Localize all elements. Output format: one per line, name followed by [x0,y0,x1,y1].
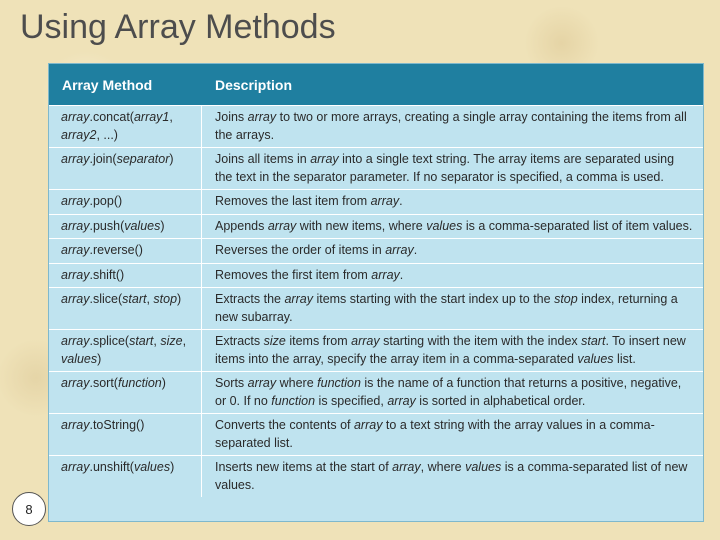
slide-title: Using Array Methods [20,8,336,46]
method-cell: array.shift() [49,264,202,288]
page-number-badge: 8 [12,492,46,526]
method-cell: array.reverse() [49,239,202,263]
method-cell: array.unshift(values) [49,456,202,497]
table-row [49,287,703,329]
table-body [49,105,703,497]
method-cell: array.sort(function) [49,372,202,413]
method-cell: array.pop() [49,190,202,214]
table-row [49,147,703,189]
description-cell: Removes the last item from array. [215,194,403,208]
description-cell: Joins all items in array into a single text string. The array items are separated using the text in the separator parameter. If no separator is specified, a comma is used. [215,152,675,184]
description-cell: Extracts size items from array starting with the item with the index start. To insert new items into the array, specify the array item in a comma-separated values list. [215,334,686,366]
array-methods-table [48,63,704,522]
header-description: Description [215,76,293,93]
table-header-row [49,64,703,105]
description-cell: Reverses the order of items in array. [215,243,418,257]
method-cell: array.join(separator) [49,148,202,189]
table-row [49,413,703,455]
table-row [49,214,703,239]
description-cell: Removes the first item from array. [215,267,404,282]
method-cell: array.push(values) [49,215,202,239]
table-row [49,329,703,371]
description-cell: Sorts array where function is the name of a function that returns a positive, negative, or 0. If no function is specified, array is sorted in alphabetical order. [215,376,682,408]
table-row [49,189,703,214]
description-cell: Extracts the array items starting with the start index up to the stop index, returning a new subarray. [215,292,678,324]
table-row [49,455,703,497]
method-cell: array.concat(array1, array2, ...) [49,106,202,147]
table-row [49,371,703,413]
description-cell: Converts the contents of array to a text string with the array values in a comma-separated list. [215,418,655,450]
header-array-method: Array Method [62,76,153,93]
table-row [49,263,703,288]
method-cell: array.toString() [49,414,202,455]
description-cell: Joins array to two or more arrays, creating a single array containing the items from all the arrays. [215,110,687,142]
description-cell: Appends array with new items, where values is a comma-separated list of item values. [215,218,693,233]
method-cell: array.slice(start, stop) [49,288,202,329]
table-row [49,105,703,147]
description-cell: Inserts new items at the start of array, where values is a comma-separated list of new values. [215,460,688,492]
table-row [49,238,703,263]
method-cell: array.splice(start, size, values) [49,330,202,371]
